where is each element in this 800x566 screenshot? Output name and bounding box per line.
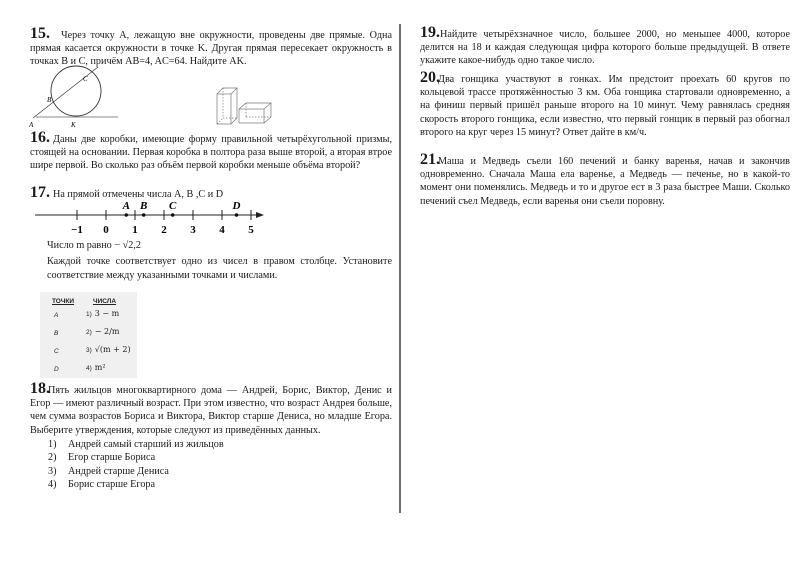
point-d bbox=[235, 213, 239, 217]
task-number: 17. bbox=[30, 184, 50, 201]
task-number: 15. bbox=[30, 25, 50, 42]
m-value: − √2,2 bbox=[114, 240, 141, 251]
point-c bbox=[171, 213, 175, 217]
tick-label: 0 bbox=[103, 224, 109, 236]
task-17-instruction: Каждой точке соответствует одно из чисел в правом столбце. Установите соответствие между указанными точками и числами. bbox=[47, 256, 392, 281]
label-b: B bbox=[47, 96, 52, 104]
tick-label: −1 bbox=[71, 224, 83, 236]
task-text: Пять жильцов многоквартирного дома — Андрей, Борис, Виктор, Денис и Егор — имеют различный возраст. При этом известно, что возраст Андрея больше, чем сумма возрастов Бориса и Виктора, Виктор старше Дениса, но младше Егора. Выберите утверждения, которые следуют из приведённых данных. bbox=[30, 385, 392, 436]
task-18 bbox=[30, 380, 392, 491]
m-definition bbox=[47, 239, 392, 252]
answer-option: 4) Борис старше Егора bbox=[48, 478, 156, 490]
label-k: K bbox=[71, 121, 76, 129]
option-1: 1) 3 − m bbox=[86, 309, 120, 318]
label-a: A bbox=[29, 121, 34, 129]
task-number: 19. bbox=[420, 24, 440, 41]
task-16 bbox=[30, 129, 392, 173]
header-points: ТОЧКИ bbox=[52, 298, 75, 305]
option-4: 4) m² bbox=[86, 363, 106, 372]
point-label-d: D bbox=[232, 200, 241, 212]
answer-options bbox=[48, 438, 392, 492]
tick-label: 2 bbox=[161, 224, 167, 236]
tick-label: 3 bbox=[190, 224, 196, 236]
point-label: C bbox=[54, 348, 59, 355]
task-21 bbox=[420, 151, 790, 208]
m-prefix: Число m равно bbox=[47, 240, 112, 251]
answer-option: 3) Андрей старше Дениса bbox=[48, 465, 169, 477]
column-divider bbox=[399, 24, 401, 513]
task-number: 18. bbox=[30, 380, 50, 397]
point-label: A bbox=[54, 312, 59, 319]
task-number: 21. bbox=[420, 151, 440, 168]
secant-line bbox=[33, 67, 98, 118]
point-label-b: B bbox=[140, 200, 148, 212]
header-numbers: ЧИСЛА bbox=[93, 298, 117, 305]
point-a bbox=[125, 213, 129, 217]
task-text: Два гонщика участвуют в гонках. Им предстоит проехать 60 кругов по кольцевой трассе протяжённостью 3 км. Оба гонщика стартовали одновременно, а на финиш первый пришёл раньше второго на 10 минут. Чему равнялась средняя скорость второго гонщика, если известно, что первый гонщик в первый раз обогнал второго на круг через 15 минут? Ответ дайте в км/ч. bbox=[420, 74, 790, 138]
two-boxes-figure bbox=[212, 84, 278, 128]
label-c: C bbox=[83, 75, 88, 83]
task-text: Найдите четырёхзначное число, большее 2000, но меньшее 4000, которое делится на 18 и каждая следующая цифра которого больше предыдущей. В ответе укажите какое-нибудь одно такое число. bbox=[420, 29, 790, 67]
number-line bbox=[30, 198, 270, 236]
matching-table bbox=[40, 292, 137, 378]
tick-label: 5 bbox=[248, 224, 254, 236]
tangent-secant-figure bbox=[26, 64, 136, 130]
tick-label: 1 bbox=[132, 224, 138, 236]
option-3: 3) √(m + 2) bbox=[86, 345, 131, 354]
task-intro: На прямой отмечены числа A, B ,C и D bbox=[53, 189, 224, 200]
task-15 bbox=[30, 25, 392, 69]
task-number: 20. bbox=[420, 69, 440, 86]
task-number: 16. bbox=[30, 129, 50, 146]
answer-option: 1) Андрей самый старший из жильцов bbox=[48, 438, 224, 450]
task-text: Маша и Медведь съели 160 печений и банку варенья, начав и закончив одновременно. Сначала Маша ела варенье, а Медведь — печенье, но в какой-то момент они поменялись. Медведь и то и другое ест в 3 раза быстрее Маши. Сколько печений съел Медведь, если варенья они съели поровну. bbox=[420, 156, 790, 207]
task-text: Через точку A, лежащую вне окружности, проведены две прямые. Одна прямая касается окружности в точке K. Другая прямая пересекает окружность в точках B и C, причём AB=4, AC=64. Найдите AK. bbox=[30, 30, 392, 68]
task-text: Даны две коробки, имеющие форму правильной четырёхугольной призмы, стоящей на основании. Первая коробка в полтора раза выше второй, а вторая втрое шире первой. Во сколько раз объём первой коробки меньше объёма второй? bbox=[30, 134, 392, 172]
task-20 bbox=[420, 69, 790, 139]
point-label-a: A bbox=[122, 200, 130, 212]
tick-label: 4 bbox=[219, 224, 225, 236]
option-2: 2) − 2/m bbox=[86, 327, 120, 336]
circle bbox=[51, 66, 101, 116]
axis-arrow bbox=[256, 212, 264, 218]
point-label-c: C bbox=[169, 200, 177, 212]
answer-option: 2) Егор старше Бориса bbox=[48, 452, 156, 464]
point-b bbox=[142, 213, 146, 217]
task-19 bbox=[420, 24, 790, 68]
point-label: B bbox=[54, 330, 59, 337]
point-label: D bbox=[54, 366, 59, 373]
